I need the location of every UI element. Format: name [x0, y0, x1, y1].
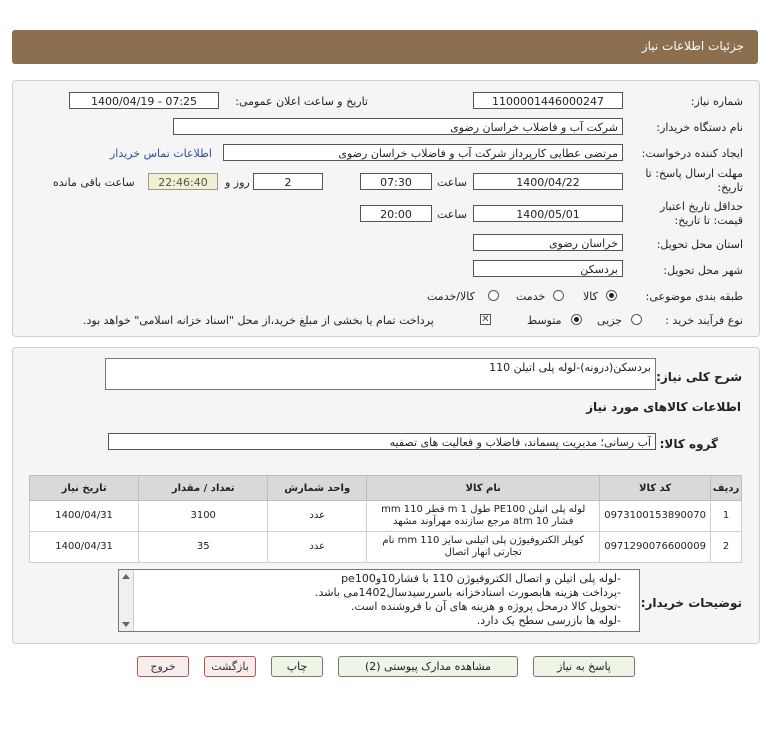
page-title: جزئیات اطلاعات نیاز [641, 39, 744, 53]
buyer-note-line: -تحویل کالا درمحل پروژه و هزینه های آن با فروشنده است. [350, 600, 621, 613]
buyer-org-label: نام دستگاه خریدار: [656, 121, 743, 134]
category-goods-radio[interactable] [606, 290, 617, 301]
row-unit: عدد [268, 501, 367, 532]
province-field[interactable]: خراسان رضوی [473, 234, 623, 251]
buyer-notes-textarea[interactable] [118, 569, 640, 632]
row-name: کوپلر الکتروفیوژن پلی اتیلنی سایز 110 mm نام تجارتی انهار اتصال [367, 532, 600, 563]
goods-table [29, 475, 742, 563]
col-index-header: ردیف [711, 476, 742, 501]
need-number-label: شماره نیاز: [690, 95, 743, 108]
page-header [12, 30, 758, 64]
category-both-radio[interactable] [488, 290, 499, 301]
exit-button[interactable]: خروج [137, 656, 189, 677]
buyer-notes-label: توضیحات خریدار: [640, 596, 742, 610]
back-button[interactable]: بازگشت [204, 656, 256, 677]
attachments-button[interactable]: مشاهده مدارک پیوستی (2) [338, 656, 518, 677]
announce-label: تاریخ و ساعت اعلان عمومی: [235, 95, 368, 108]
scroll-down-icon[interactable] [122, 622, 130, 627]
process-medium-label: متوسط [527, 314, 562, 327]
category-service-radio[interactable] [553, 290, 564, 301]
process-minor-radio[interactable] [631, 314, 642, 325]
requester-field[interactable]: مرتضی عطایی کارپرداز شرکت آب و فاضلاب خراسان رضوی [223, 144, 623, 161]
announce-field[interactable]: 1400/04/19 - 07:25 [69, 92, 219, 109]
col-name-header: نام کالا [367, 476, 600, 501]
requester-label: ایجاد کننده درخواست: [641, 147, 743, 160]
contact-buyer-link[interactable]: اطلاعات تماس خریدار [110, 147, 212, 160]
days-label: روز و [225, 176, 250, 189]
col-qty-header: تعداد / مقدار [139, 476, 268, 501]
scroll-up-icon[interactable] [122, 574, 130, 579]
print-button[interactable]: چاپ [271, 656, 323, 677]
row-code: 0973100153890070 [600, 501, 711, 532]
buyer-note-line: -لوله ها بازرسی سطح یک دارد. [476, 614, 621, 627]
col-date-header: تاریخ نیاز [30, 476, 139, 501]
summary-label: شرح کلی نیاز: [656, 370, 742, 384]
remaining-label: ساعت باقی مانده [53, 176, 135, 189]
deadline-date-field[interactable]: 1400/04/22 [473, 173, 623, 190]
treasury-payment-checkbox[interactable]: ✕ [481, 314, 490, 325]
deadline-label: مهلت ارسال پاسخ: تا تاریخ: [645, 167, 743, 194]
buyer-note-line: -پرداخت هزینه هابصورت اسنادخزانه باسررسیدسال1402می باشد. [315, 586, 621, 599]
category-service-label: خدمت [516, 290, 546, 303]
category-goods-label: کالا [583, 290, 598, 303]
validity-time-label: ساعت [437, 208, 467, 221]
need-number-field[interactable]: 1100001446000247 [473, 92, 623, 109]
validity-time-field[interactable]: 20:00 [360, 205, 432, 222]
row-code: 0971290076600009 [600, 532, 711, 563]
validity-date-field[interactable]: 1400/05/01 [473, 205, 623, 222]
goods-group-label: گروه کالا: [659, 437, 718, 451]
buyer-org-field[interactable]: شرکت آب و فاضلاب خراسان رضوی [173, 118, 623, 135]
process-minor-label: جزیی [597, 314, 623, 327]
row-date: 1400/04/31 [30, 501, 139, 532]
deadline-time-field[interactable]: 07:30 [360, 173, 432, 190]
table-row[interactable] [30, 501, 742, 532]
validity-label: حداقل تاریخ اعتبار قیمت: تا تاریخ: [659, 200, 743, 227]
days-field[interactable]: 2 [253, 173, 323, 190]
treasury-payment-note: پرداخت تمام یا بخشی از مبلغ خرید،از محل "اسناد خزانه اسلامی" خواهد بود. [83, 314, 434, 327]
city-label: شهر محل تحویل: [663, 264, 743, 277]
col-code-header: کد کالا [600, 476, 711, 501]
row-unit: عدد [268, 532, 367, 563]
table-row[interactable] [30, 532, 742, 563]
buyer-note-line: -لوله پلی اتیلن و اتصال الکتروفیوژن 110 با فشار10وpe100 [341, 572, 621, 585]
process-medium-radio[interactable] [571, 314, 582, 325]
goods-table-header [30, 476, 742, 501]
row-index: 2 [711, 532, 742, 563]
process-label: نوع فرآیند خرید : [665, 314, 743, 327]
summary-field[interactable]: بردسکن(درونه)-لوله پلی اتیلن 110 [105, 358, 656, 390]
col-unit-header: واحد شمارش [268, 476, 367, 501]
row-name: لوله پلی اتیلن PE100 طول 1 m قطر 110 mm فشار 10 atm مرجع سازنده مهرآوند مشهد [367, 501, 600, 532]
row-qty: 35 [139, 532, 268, 563]
goods-info-title: اطلاعات کالاهای مورد نیاز [586, 400, 741, 414]
row-qty: 3100 [139, 501, 268, 532]
reply-button[interactable]: پاسخ به نیاز [533, 656, 635, 677]
remaining-time-field: 22:46:40 [148, 173, 218, 190]
province-label: استان محل تحویل: [656, 238, 743, 251]
row-date: 1400/04/31 [30, 532, 139, 563]
deadline-time-label: ساعت [437, 176, 467, 189]
category-both-label: کالا/خدمت [427, 290, 475, 303]
goods-group-field[interactable]: آب رسانی؛ مدیریت پسماند، فاضلاب و فعالیت های تصفیه [108, 433, 656, 450]
category-label: طبقه بندی موضوعی: [645, 290, 743, 303]
row-index: 1 [711, 501, 742, 532]
city-field[interactable]: بردسکن [473, 260, 623, 277]
notes-scrollbar[interactable] [119, 570, 134, 631]
